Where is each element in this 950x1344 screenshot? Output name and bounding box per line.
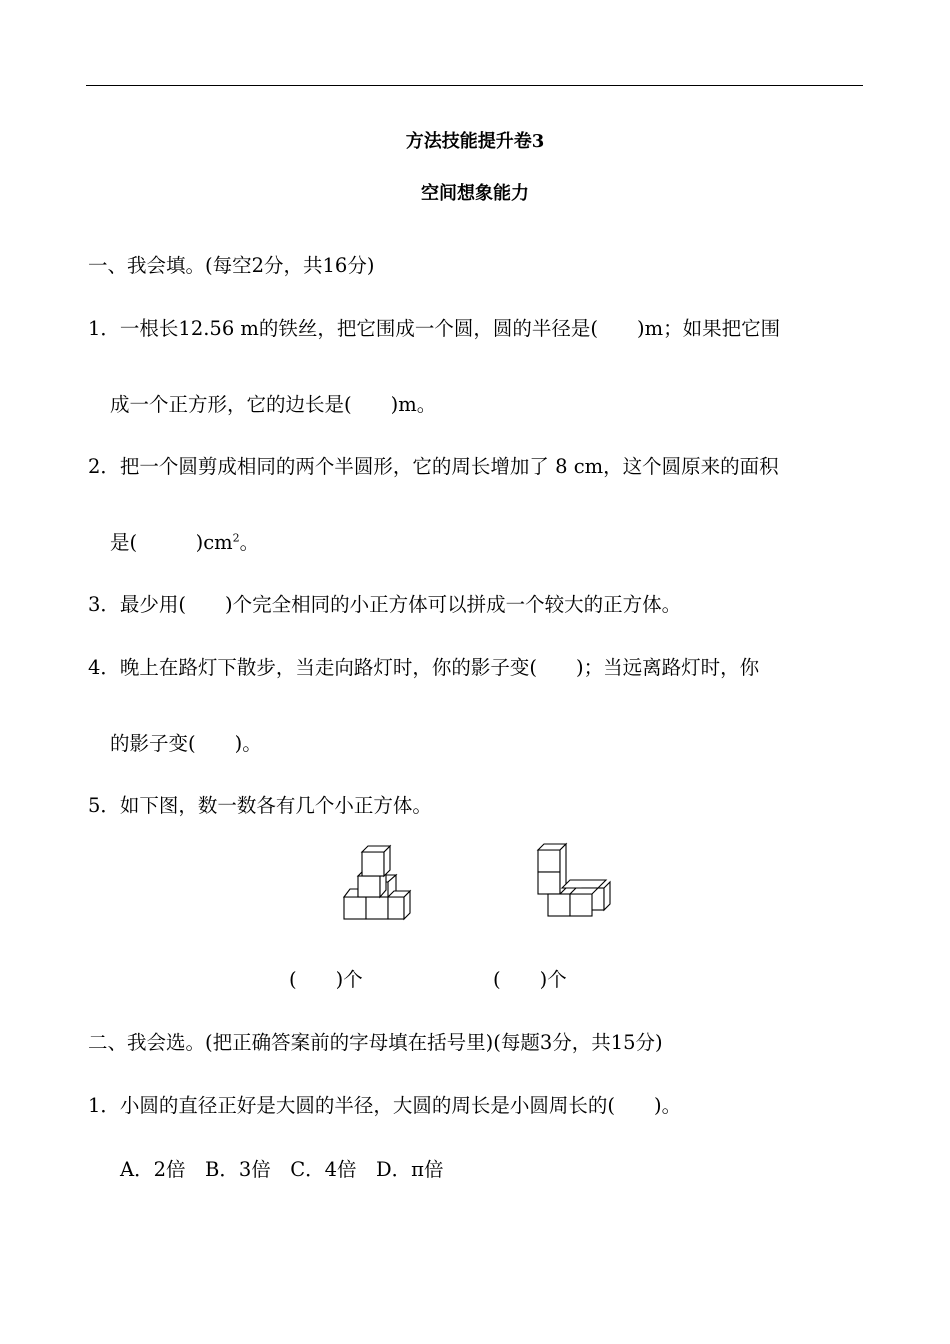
cube-face (366, 897, 388, 919)
q2-line2-prefix: 是( )cm (110, 531, 233, 554)
cube-edge (358, 872, 362, 876)
cube-top-face (344, 889, 358, 897)
cube-face (570, 894, 592, 916)
section2-heading: 二、我会选。(把正确答案前的字母填在括号里)(每题3分，共15分) (88, 1031, 663, 1054)
s2-q1-text: 1．小圆的直径正好是大圆的半径，大圆的周长是小圆周长的( )。 (88, 1094, 682, 1117)
q4-line1: 4．晚上在路灯下散步，当走向路灯时，你的影子变( )；当远离路灯时，你 (88, 656, 760, 679)
section1-heading: 一、我会填。(每空2分，共16分) (88, 254, 375, 277)
cube-face (388, 897, 404, 919)
cube-side-face (604, 882, 610, 910)
cube-face (344, 897, 366, 919)
cube-top-face (562, 880, 606, 888)
q2-superscript: 2 (232, 531, 240, 545)
cube-face (362, 852, 384, 876)
cube-figure-left (336, 838, 412, 924)
q1-line2: 成一个正方形，它的边长是( )m。 (110, 393, 437, 416)
q5-answer-right: ( )个 (493, 968, 567, 991)
s2-q1-options: A．2倍 B．3倍 C．4倍 D．π倍 (120, 1158, 444, 1181)
cube-face (548, 894, 570, 916)
cube-face (538, 850, 560, 872)
q4-line2: 的影子变( )。 (110, 732, 262, 755)
cube-figure-right (532, 842, 612, 922)
q2-line2-suffix: 。 (239, 531, 260, 554)
page-title: 方法技能提升卷3 (405, 131, 545, 152)
q2-line2 (110, 530, 259, 556)
q2-line1: 2．把一个圆剪成相同的两个半圆形，它的周长增加了 8 cm，这个圆原来的面积 (88, 455, 779, 478)
q5-answer-left: ( )个 (289, 968, 363, 991)
cube-face (358, 876, 380, 897)
cube-face (538, 872, 560, 894)
q5-text: 5．如下图，数一数各有几个小正方体。 (88, 794, 432, 817)
q3-text: 3．最少用( )个完全相同的小正方体可以拼成一个较大的正方体。 (88, 593, 682, 616)
page-subtitle: 空间想象能力 (421, 183, 529, 204)
header-rule (86, 85, 863, 86)
q1-line1: 1．一根长12.56 m的铁丝，把它围成一个圆，圆的半径是( )m；如果把它围 (88, 317, 781, 340)
